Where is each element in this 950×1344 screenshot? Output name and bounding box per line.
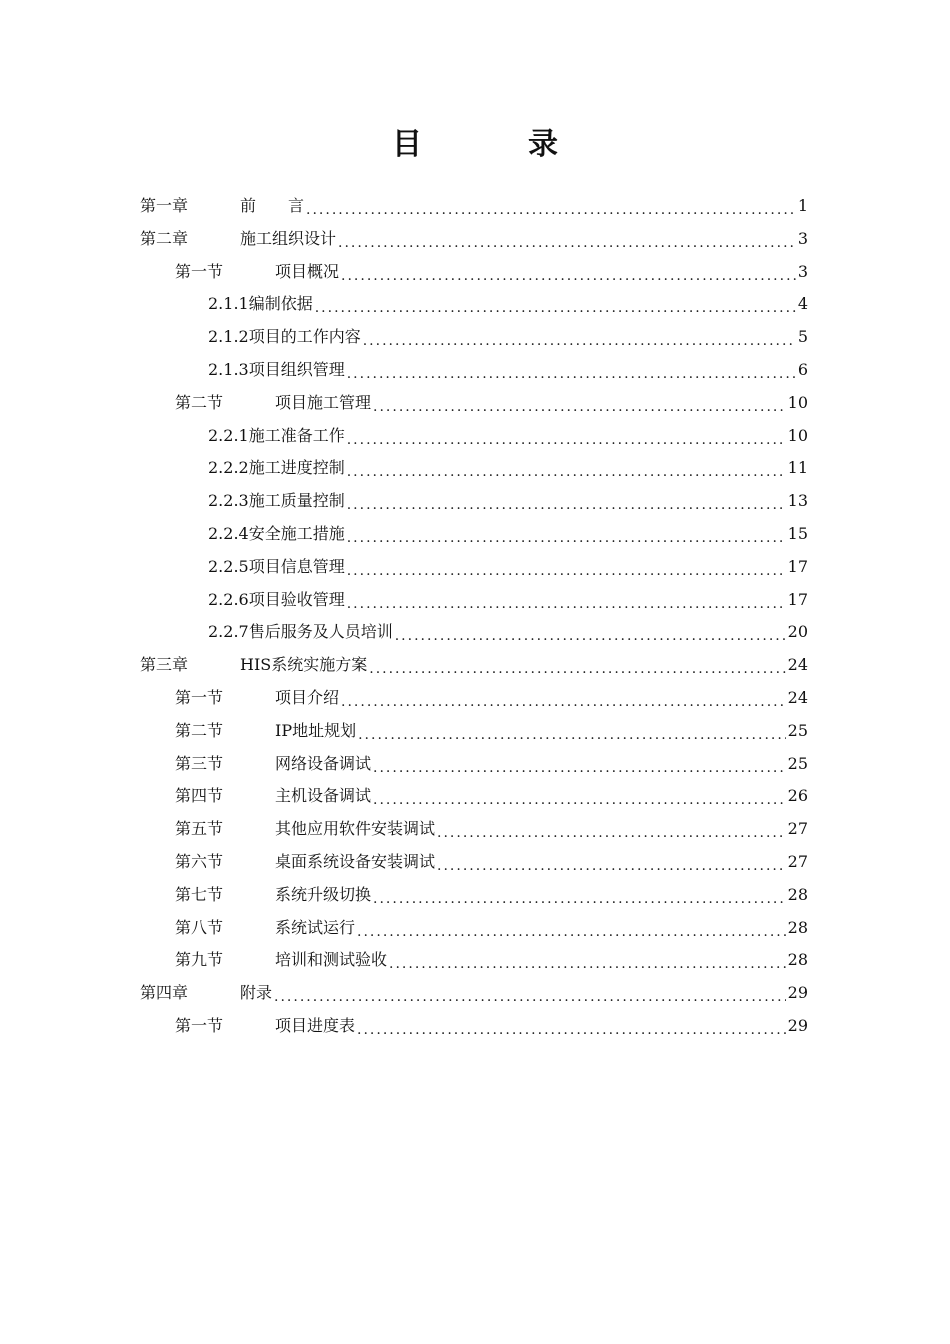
toc-entry-page: 17 <box>787 589 808 609</box>
toc-dot-leader <box>347 559 786 583</box>
toc-dot-leader <box>373 788 786 812</box>
toc-entry-title: HIS系统实施方案 <box>240 655 368 675</box>
toc-entry-page: 28 <box>787 884 808 904</box>
toc-entry[interactable] <box>208 420 808 452</box>
toc-entry-title: 其他应用软件安装调试 <box>275 819 436 839</box>
toc-dot-leader <box>369 657 785 681</box>
toc-dot-leader <box>373 887 786 911</box>
toc-entry-number: 2.1.3 <box>208 360 249 379</box>
toc-entry-number: 第三节 <box>175 753 224 773</box>
toc-entry[interactable] <box>175 748 808 780</box>
toc-entry-title: 施工准备工作 <box>248 425 345 445</box>
toc-dot-leader <box>437 821 786 845</box>
toc-entry-page: 26 <box>787 786 808 806</box>
toc-dot-leader <box>347 592 786 616</box>
toc-entry-number: 第九节 <box>175 950 224 970</box>
toc-entry-title: 编制依据 <box>248 294 313 314</box>
toc-entry-title: 网络设备调试 <box>275 753 372 773</box>
toc-dot-leader <box>373 395 786 419</box>
toc-entry-page: 29 <box>787 1016 808 1035</box>
toc-entry-page: 17 <box>787 556 808 576</box>
toc-entry-page: 25 <box>787 753 808 773</box>
toc-entry-page: 13 <box>787 491 808 511</box>
toc-entry-title: 项目介绍 <box>275 688 340 707</box>
toc-entry-title: 安全施工措施 <box>248 524 345 543</box>
toc-entry-number: 2.2.3 <box>208 491 249 511</box>
toc-entry-number: 2.2.4 <box>208 524 249 543</box>
toc-entry-number: 第四节 <box>175 786 224 806</box>
toc-dot-leader <box>315 296 796 320</box>
toc-dot-leader <box>363 329 796 353</box>
toc-entry[interactable] <box>208 616 808 648</box>
toc-entry-title: 桌面系统设备安装调试 <box>275 852 436 871</box>
toc-entry[interactable] <box>140 649 808 681</box>
toc-entry[interactable] <box>140 977 808 1009</box>
toc-entry-page: 24 <box>787 688 808 707</box>
toc-entry[interactable] <box>208 354 808 386</box>
toc-entry[interactable] <box>140 223 808 255</box>
toc-entry[interactable] <box>175 387 808 419</box>
toc-entry-page: 3 <box>797 261 808 281</box>
toc-dot-leader <box>357 1018 786 1042</box>
toc-entry-number: 2.2.1 <box>208 425 249 445</box>
toc-entry[interactable] <box>175 944 808 976</box>
toc-dot-leader <box>347 526 786 550</box>
toc-entry-title: 项目概况 <box>275 261 340 281</box>
toc-entry-number: 2.2.7 <box>208 622 249 642</box>
toc-entry-title: 施工进度控制 <box>248 458 345 478</box>
toc-dot-leader <box>347 428 786 452</box>
toc-entry-number: 2.2.6 <box>208 589 249 609</box>
toc-dot-leader <box>341 264 796 288</box>
toc-dot-leader <box>395 624 786 648</box>
toc-entry-number: 第一节 <box>175 261 224 281</box>
toc-entry-page: 10 <box>787 425 808 445</box>
toc-entry-title: 项目施工管理 <box>275 392 372 412</box>
toc-entry[interactable] <box>208 551 808 583</box>
toc-entry-title: 售后服务及人员培训 <box>248 622 393 642</box>
toc-entry[interactable] <box>140 190 808 222</box>
toc-entry-title: 前 言 <box>240 196 305 215</box>
toc-entry-title: 项目信息管理 <box>248 556 345 576</box>
toc-entry-title: 施工质量控制 <box>248 491 345 511</box>
toc-entry-page: 24 <box>787 655 808 675</box>
toc-dot-leader <box>341 690 786 714</box>
toc-entry-title: 项目进度表 <box>275 1016 356 1035</box>
toc-dot-leader <box>347 493 786 517</box>
toc-entry-page: 27 <box>787 819 808 839</box>
toc-entry-page: 25 <box>787 720 808 740</box>
toc-entry-title: 项目的工作内容 <box>248 327 361 347</box>
toc-dot-leader <box>389 952 786 976</box>
toc-dot-leader <box>306 198 796 222</box>
toc-entry-title: 主机设备调试 <box>275 786 372 806</box>
toc-entry[interactable] <box>175 813 808 845</box>
toc-entry-page: 28 <box>787 917 808 937</box>
toc-entry-number: 2.2.2 <box>208 458 249 478</box>
toc-entry-title: 附录 <box>240 983 273 1003</box>
toc-dot-leader <box>274 985 786 1009</box>
toc-entry[interactable] <box>208 518 808 550</box>
toc-entry[interactable] <box>175 715 808 747</box>
page-title: 目 录 <box>392 127 596 162</box>
toc-entry[interactable] <box>175 912 808 944</box>
toc-entry-number: 第四章 <box>140 983 189 1003</box>
toc-entry-number: 第二节 <box>175 720 224 740</box>
toc-entry[interactable] <box>208 584 808 616</box>
toc-dot-leader <box>338 231 796 255</box>
toc-entry-title: 项目组织管理 <box>248 360 345 379</box>
toc-entry-page: 27 <box>787 852 808 871</box>
toc-entry[interactable] <box>208 485 808 517</box>
toc-entry-number: 2.1.1 <box>208 294 249 314</box>
toc-entry-page: 4 <box>797 294 808 314</box>
toc-entry[interactable] <box>175 256 808 288</box>
toc-entry[interactable] <box>208 452 808 484</box>
toc-entry-title: 项目验收管理 <box>248 589 345 609</box>
toc-entry-page: 11 <box>787 458 808 478</box>
toc-entry-number: 第一节 <box>175 688 224 707</box>
toc-dot-leader <box>437 854 786 878</box>
toc-entry[interactable] <box>175 682 808 714</box>
toc-entry-number: 第五节 <box>175 819 224 839</box>
toc-entry-number: 2.1.2 <box>208 327 249 347</box>
toc-entry-page: 15 <box>787 524 808 543</box>
toc-entry-title: IP地址规划 <box>275 720 357 740</box>
toc-dot-leader <box>347 362 796 386</box>
toc-entry-page: 3 <box>797 228 808 248</box>
toc-entry[interactable] <box>208 288 808 320</box>
toc-entry-page: 29 <box>787 983 808 1003</box>
toc-entry-number: 第一章 <box>140 196 189 215</box>
toc-entry-number: 第七节 <box>175 884 224 904</box>
toc-entry-number: 第三章 <box>140 655 189 675</box>
toc-entry-page: 6 <box>797 360 808 379</box>
toc-entry[interactable] <box>175 846 808 878</box>
toc-entry-number: 2.2.5 <box>208 556 249 576</box>
toc-entry[interactable] <box>175 780 808 812</box>
toc-entry-title: 培训和测试验收 <box>275 950 388 970</box>
toc-entry-number: 第一节 <box>175 1016 224 1035</box>
toc-dot-leader <box>357 920 786 944</box>
toc-entry-number: 第八节 <box>175 917 224 937</box>
toc-entry-page: 20 <box>787 622 808 642</box>
toc-entry-number: 第二章 <box>140 228 189 248</box>
toc-entry-page: 5 <box>797 327 808 347</box>
toc-entry-title: 系统试运行 <box>275 917 356 937</box>
toc-entry-number: 第六节 <box>175 852 224 871</box>
toc-entry-page: 10 <box>787 392 808 412</box>
toc-entry-title: 系统升级切换 <box>275 884 372 904</box>
toc-entry-title: 施工组织设计 <box>240 228 337 248</box>
toc-dot-leader <box>358 723 786 747</box>
toc-dot-leader <box>373 756 786 780</box>
toc-entry-page: 1 <box>797 196 808 215</box>
toc-entry-page: 28 <box>787 950 808 970</box>
toc-entry[interactable] <box>175 879 808 911</box>
toc-entry[interactable] <box>208 321 808 353</box>
toc-dot-leader <box>347 460 786 484</box>
toc-entry-number: 第二节 <box>175 392 224 412</box>
toc-entry[interactable] <box>175 1010 808 1042</box>
